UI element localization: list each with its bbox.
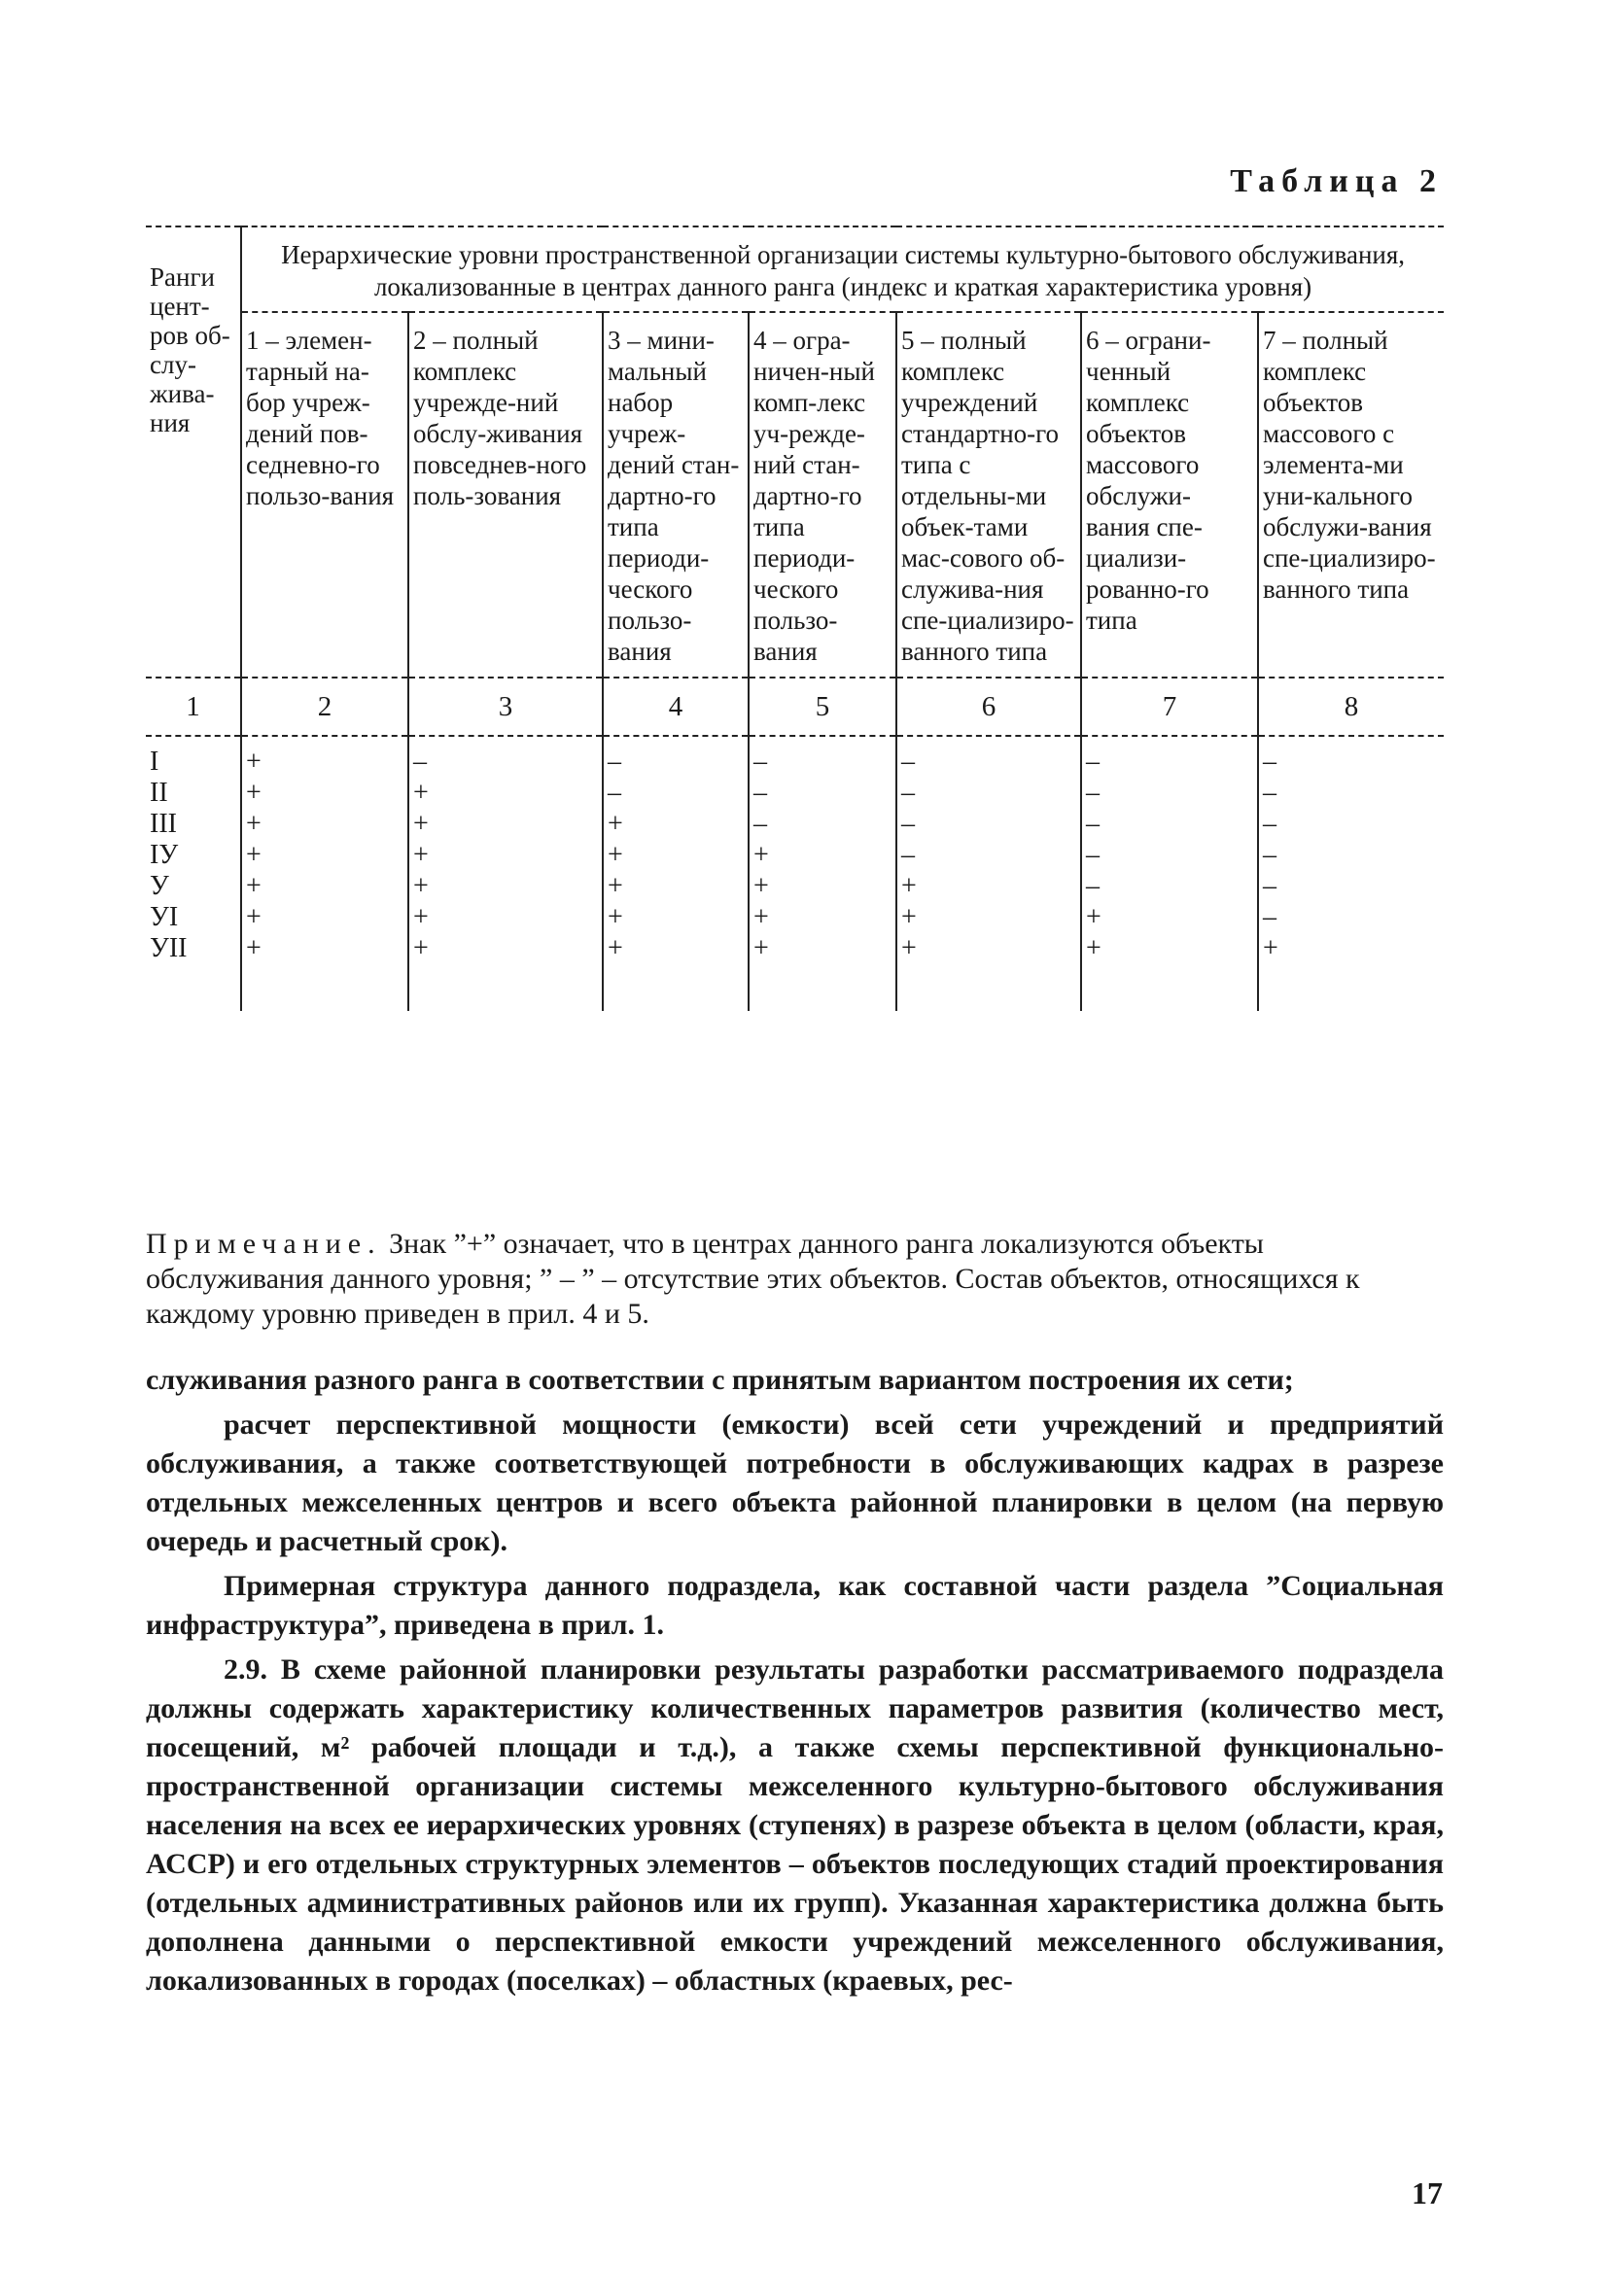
mark-cell: +	[1086, 933, 1101, 963]
mark-cell: –	[901, 747, 915, 777]
mark-cell: –	[753, 809, 767, 839]
column-number: 6	[896, 678, 1081, 736]
mark-cell: +	[246, 871, 262, 901]
mark-cell: –	[1086, 809, 1100, 839]
mark-cell: +	[1086, 902, 1101, 932]
column-number: 3	[408, 678, 603, 736]
mark-cell: +	[246, 933, 262, 963]
level-1-marks	[241, 736, 408, 1011]
mark-cell: –	[1263, 871, 1276, 901]
mark-cell: –	[1263, 902, 1276, 932]
mark-cell: +	[753, 933, 769, 963]
note-text: Знак ”+” означает, что в центрах данного ранга локализуются объекты обслуживания данного уровня; ” – ” – отсутствие этих объектов. Состав объектов, относящихся к каждому уровню приведен в прил. 4 и 5.	[146, 1228, 1360, 1330]
table-caption: Таблица 2	[1230, 163, 1443, 199]
column-number: 8	[1258, 678, 1444, 736]
paragraph: Примерная структура данного подраздела, как составной части раздела ”Социальная инфраструктура”, приведена в прил. 1.	[146, 1570, 1444, 1641]
rank-label: IУ	[150, 840, 179, 870]
level-4-marks	[749, 736, 896, 1011]
page-number: 17	[1412, 2175, 1443, 2210]
mark-cell: +	[246, 747, 262, 777]
mark-cell: –	[1086, 840, 1100, 870]
table-main-header: Иерархические уровни пространственной организации системы культурно-бытового обслуживания, локализованные в центрах данного ранга (индекс и краткая характеристика уровня)	[241, 226, 1444, 312]
note-label: Примечание.	[146, 1228, 382, 1260]
mark-cell: +	[608, 871, 623, 901]
level-2-header: 2 – полный комплекс учрежде-ний обслу-живания повседнев-ного поль-зования	[408, 312, 603, 678]
column-number: 4	[603, 678, 749, 736]
mark-cell: –	[1086, 778, 1100, 808]
mark-cell: –	[608, 778, 621, 808]
mark-cell: +	[1263, 933, 1278, 963]
mark-cell: –	[1086, 747, 1100, 777]
mark-cell: –	[413, 747, 427, 777]
mark-cell: +	[413, 871, 429, 901]
level-4-header: 4 – огра-ничен-ный комп-лекс уч-режде-ний стан-дартно-го типа периоди-ческого пользо-вания	[749, 312, 896, 678]
level-7-header: 7 – полный комплекс объектов массового с элемента-ми уни-кального обслужи-вания спе-циализиро-ванного типа	[1258, 312, 1444, 678]
column-number: 7	[1081, 678, 1258, 736]
level-6-marks	[1081, 736, 1258, 1011]
mark-cell: +	[608, 840, 623, 870]
mark-cell: +	[901, 902, 917, 932]
mark-cell: –	[1263, 840, 1276, 870]
column-number: 1	[186, 691, 200, 722]
level-3-header: 3 – мини-мальный набор учреж-дений стан-дартно-го типа периоди-ческого пользо-вания	[603, 312, 749, 678]
level-2-marks	[408, 736, 603, 1011]
paragraph: расчет перспективной мощности (емкости) всей сети учреждений и предприятий обслуживания, а также соответствующей потребности в обслуживающих кадрах в разрезе отдельных межселенных центров и всего объекта районной планировки в целом (на первую очередь и расчетный срок).	[146, 1409, 1444, 1557]
mark-cell: –	[753, 747, 767, 777]
level-7-marks	[1258, 736, 1444, 1011]
mark-cell: –	[1263, 809, 1276, 839]
mark-cell: +	[413, 902, 429, 932]
level-3-marks	[603, 736, 749, 1011]
mark-cell: +	[246, 778, 262, 808]
rank-list	[146, 736, 241, 1011]
level-5-header: 5 – полный комплекс учреждений стандартно-го типа с отдельны-ми объек-тами мас-сового об-служива-ния спе-циализиро-ванного типа	[896, 312, 1081, 678]
mark-cell: –	[1263, 747, 1276, 777]
mark-cell: +	[608, 809, 623, 839]
mark-cell: +	[246, 840, 262, 870]
column-number: 2	[241, 678, 408, 736]
mark-cell: +	[608, 933, 623, 963]
mark-cell: +	[413, 809, 429, 839]
mark-cell: +	[246, 902, 262, 932]
mark-cell: –	[901, 778, 915, 808]
column-number: 5	[749, 678, 896, 736]
mark-cell: +	[413, 933, 429, 963]
rank-label: I	[150, 747, 159, 777]
mark-cell: –	[901, 809, 915, 839]
body-text	[146, 1361, 1444, 2006]
mark-cell: –	[753, 778, 767, 808]
mark-cell: +	[901, 871, 917, 901]
mark-cell: –	[1263, 778, 1276, 808]
rank-label: III	[150, 809, 177, 839]
mark-cell: +	[246, 809, 262, 839]
rank-label: II	[150, 778, 168, 808]
paragraph: служивания разного ранга в соответствии с принятым вариантом построения их сети;	[146, 1364, 1294, 1396]
mark-cell: +	[608, 902, 623, 932]
level-5-marks	[896, 736, 1081, 1011]
mark-cell: +	[901, 933, 917, 963]
mark-cell: +	[753, 871, 769, 901]
table-note	[146, 1227, 1444, 1332]
level-6-header: 6 – ограни-ченный комплекс объектов массового обслужи-вания спе-циализи-рованно-го типа	[1081, 312, 1258, 678]
mark-cell: –	[901, 840, 915, 870]
mark-cell: +	[753, 902, 769, 932]
mark-cell: –	[1086, 871, 1100, 901]
paragraph: 2.9. В схеме районной планировки результаты разработки рассматриваемого подраздела должны содержать характеристику количественных параметров развития (количество мест, посещений, м² рабочей площади и т.д.), а также схемы перспективной функционально-пространственной организации системы межселенного культурно-бытового обслуживания населения на всех ее иерархических уровнях (ступенях) в разрезе объекта в целом (области, края, АССР) и его отдельных структурных элементов – объектов последующих стадий проектирования (отдельных административных районов или их групп). Указанная характеристика должна быть дополнена данными о перспективной емкости учреждений межселенного обслуживания, локализованных в городах (поселках) – областных (краевых, рес-	[146, 1653, 1444, 1997]
rank-header: Ранги цент-ров об-слу-жива-ния	[150, 262, 230, 437]
mark-cell: +	[753, 840, 769, 870]
rank-label: У	[150, 871, 169, 901]
mark-cell: +	[413, 840, 429, 870]
rank-label: УII	[150, 933, 188, 963]
level-1-header: 1 – элемен-тарный на-бор учреж-дений пов-седневно-го пользо-вания	[241, 312, 408, 678]
mark-cell: –	[608, 747, 621, 777]
rank-label: УI	[150, 902, 179, 932]
mark-cell: +	[413, 778, 429, 808]
hierarchy-table	[146, 226, 1444, 1011]
